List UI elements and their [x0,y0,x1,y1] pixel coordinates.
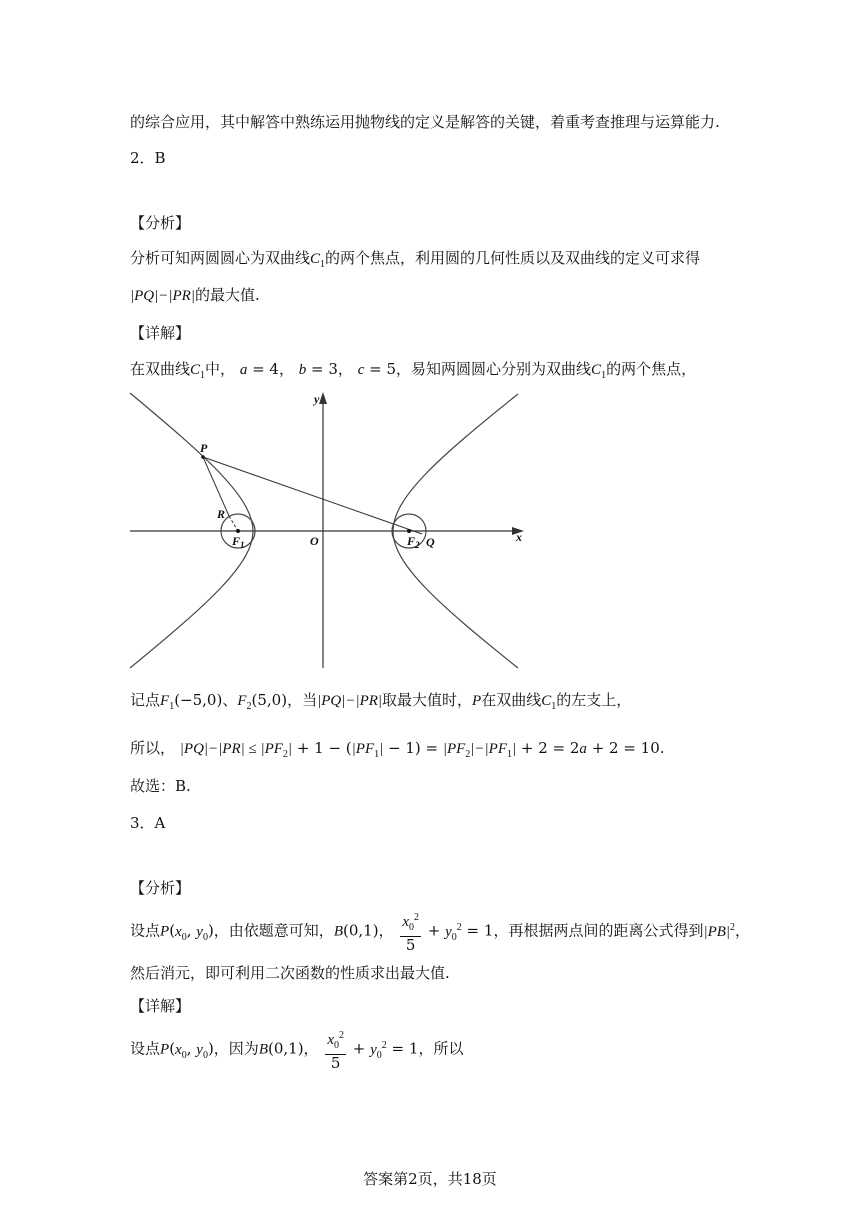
segment-pr [203,457,229,516]
label-y: y [314,392,320,406]
label-f2: $F_2$ [407,534,420,550]
q2-conclusion: 故选：B. [130,777,191,795]
page-footer: 答案第2页，共18页 [363,1170,497,1188]
q2-detail-heading: 【详解】 [130,324,191,342]
q3-analysis-heading: 【分析】 [130,879,191,897]
segment-rf1 [229,516,238,531]
intro-line: 的综合应用，其中解答中熟练运用抛物线的定义是解答的关键，着重考查推理与运算能力. [130,113,720,131]
q2-analysis-heading: 【分析】 [130,214,191,232]
hyperbola-figure [128,388,528,673]
point-f2 [407,529,411,533]
point-f1 [236,529,240,533]
q3-analysis-line1: 设点$P(x_0$, $y_0$)，由依题意可知，B(0,1)， $\frac{x_0^2}{5}$ + $y_0^2 = 1$，再根据两点间的距离公式得到$|PB|^2$， [130,912,751,954]
label-r: R [217,507,226,521]
label-f1: $F_1$ [232,534,245,550]
q3-detail-line: 设点$P(x_0$, $y_0$)，因为B(0,1)， $\frac{x_0^2}{5}$ + $y_0^2 = 1$，所以 [130,1030,464,1072]
q2-analysis-line1: 分析可知两圆圆心为双曲线$C_1$的两个焦点，利用圆的几何性质以及双曲线的定义可求得 [130,249,701,270]
q2-analysis-line2: |PQ|−|PR|的最大值. [130,286,260,304]
q2-record-line: 记点$F_1(-5,0)$、$F_2(5,0)$，当|PQ|−|PR|取最大值时，P在双曲线$C_1$的左支上， [130,691,632,712]
q3-analysis-line2: 然后消元，即可利用二次函数的性质求出最大值. [130,964,450,982]
point-p [201,455,205,459]
q2-detail-line: 在双曲线$C_1$中， a = 4， b = 3， c = 5，易知两圆圆心分别为双曲线$C_1$的两个焦点， [130,360,697,381]
q3-answer: 3．A [130,814,166,832]
label-q: Q [426,535,435,549]
q2-answer: 2．B [130,149,166,167]
q2-derivation-line: 所以， $|PQ|-|PR| \le |PF_2| + 1 - (|PF_1| - 1) = |PF_2|-|PF_1| + 2 = 2a + 2 = 10$. [130,739,665,760]
label-o: O [310,534,319,548]
label-p: P [200,441,208,455]
y-axis-arrow [319,392,327,404]
label-x: x [516,530,522,544]
q3-detail-heading: 【详解】 [130,997,191,1015]
segment-pq [203,457,422,534]
